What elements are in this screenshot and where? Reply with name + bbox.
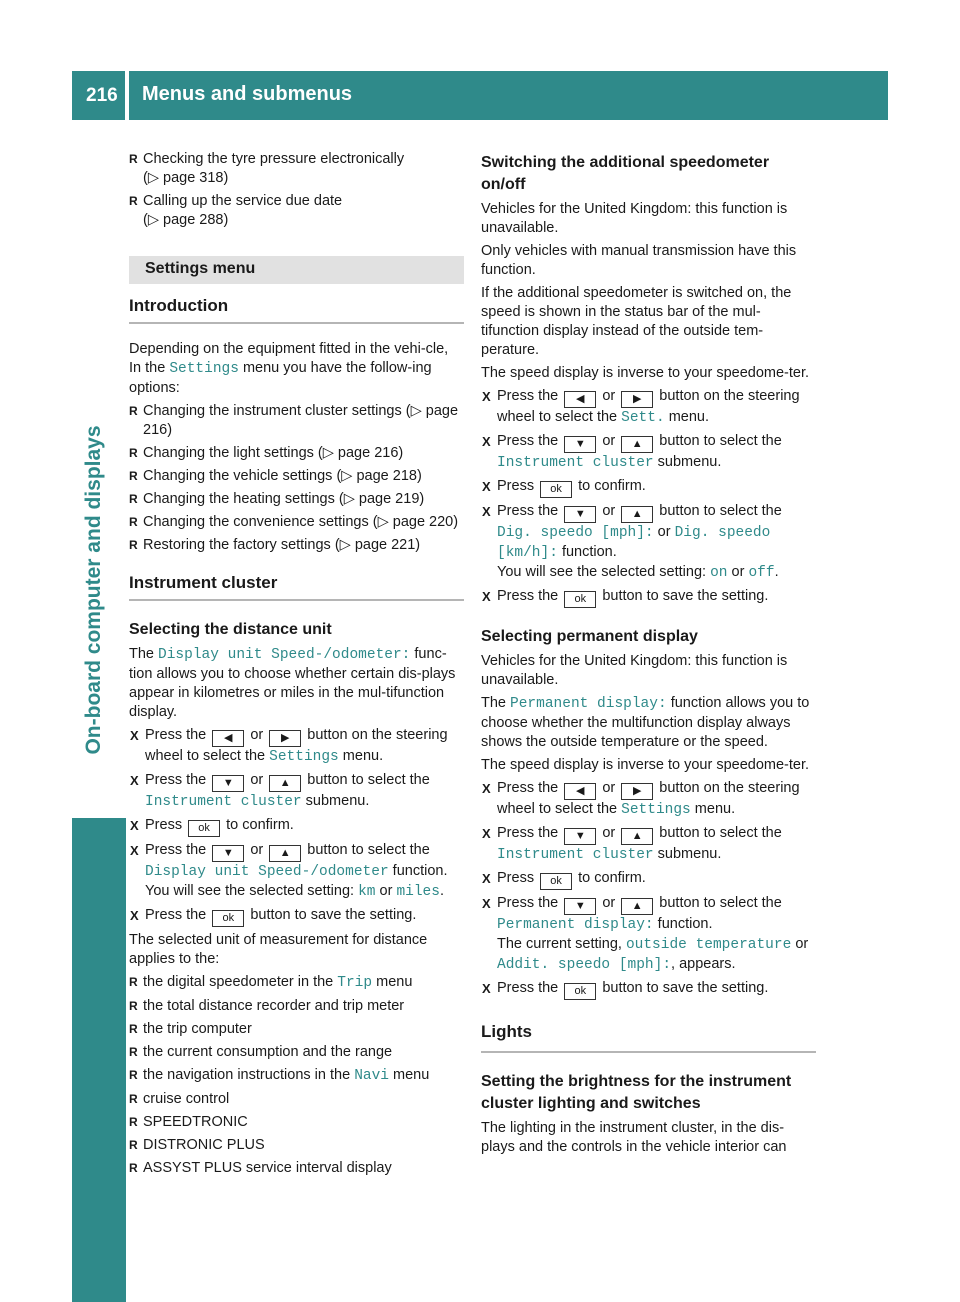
- instruction-step: [481, 824, 816, 865]
- text: button to save the setting.: [602, 980, 769, 996]
- text: The: [129, 646, 154, 662]
- instruction-step: [481, 432, 816, 473]
- instruction-step: [129, 771, 464, 812]
- function-term: Dig. speedo [mph]:: [497, 525, 654, 541]
- down-arrow-key-icon: ▼: [212, 845, 244, 862]
- page-title: Menus and submenus: [142, 83, 353, 105]
- down-arrow-key-icon: ▼: [564, 828, 596, 845]
- menu-term: Trip: [337, 975, 373, 991]
- down-arrow-key-icon: ▼: [564, 898, 596, 915]
- text: or: [602, 780, 616, 796]
- text: or: [602, 895, 616, 911]
- sidebar-tab: [72, 818, 126, 1302]
- text: Press: [497, 478, 535, 494]
- paragraph: The speed display is inverse to your speedome-ter.: [481, 757, 810, 773]
- text: or: [795, 936, 809, 952]
- text: Press the: [497, 588, 559, 604]
- right-column: [481, 150, 816, 1161]
- text: menu.: [694, 801, 736, 817]
- text: Press the: [145, 907, 207, 923]
- instruction-step: [481, 779, 816, 820]
- header-separator: [125, 71, 129, 120]
- text: button to select the: [307, 842, 430, 858]
- down-arrow-key-icon: ▼: [564, 506, 596, 523]
- list-item: R Changing the vehicle settings (▷ page 218): [129, 467, 464, 486]
- right-arrow-key-icon: ▶: [269, 730, 301, 747]
- left-arrow-key-icon: ◀: [564, 783, 596, 800]
- text: button to select the: [307, 772, 430, 788]
- text: to confirm.: [578, 870, 646, 886]
- page-ref: (▷ page 288): [143, 212, 229, 228]
- text: menu: [393, 1067, 430, 1083]
- menu-term: Settings: [621, 802, 691, 818]
- instruction-step: [481, 502, 816, 583]
- text: The current setting,: [497, 936, 622, 952]
- text: func-tion allows you to choose whether certain dis-plays appear in kilometres or miles in the mul-tifunction display.: [129, 646, 456, 720]
- menu-term: Instrument cluster: [145, 794, 302, 810]
- setting-value: on: [710, 565, 728, 581]
- bullet-text: Calling up the service due date: [143, 193, 343, 209]
- setting-value: miles: [396, 884, 440, 900]
- paragraph: [481, 694, 816, 752]
- instruction-step: [481, 477, 816, 498]
- text: button to select the: [659, 503, 782, 519]
- text: or: [657, 524, 671, 540]
- section-heading-text: Settings menu: [145, 260, 256, 277]
- up-arrow-key-icon: ▲: [621, 898, 653, 915]
- text: menu.: [668, 409, 709, 425]
- list-item: R Restoring the factory settings (▷ page 221): [129, 536, 464, 555]
- heading-lights: Lights: [481, 1022, 816, 1053]
- setting-value: off: [748, 565, 775, 581]
- left-column: [129, 150, 464, 1182]
- text: submenu.: [657, 454, 722, 470]
- list-item: [129, 1066, 464, 1086]
- heading-distance-unit: Selecting the distance unit: [129, 621, 332, 638]
- bullet-text: Checking the tyre pressure electronically: [143, 151, 405, 167]
- text: function.: [657, 916, 713, 932]
- text: The: [481, 695, 506, 711]
- list-item: R the total distance recorder and trip meter: [129, 997, 464, 1016]
- text: Press the: [145, 772, 207, 788]
- sidebar-label-text: On-board computer and displays: [82, 425, 105, 755]
- list-item: R Changing the light settings (▷ page 216): [129, 444, 464, 463]
- text: or: [602, 388, 616, 404]
- text: function.: [392, 863, 448, 879]
- heading-permanent-display: Selecting permanent display: [481, 628, 698, 645]
- paragraph: The lighting in the instrument cluster, in the dis-plays and the controls in the vehicle interior can: [481, 1120, 787, 1155]
- ok-key-icon: ok: [212, 910, 244, 927]
- text: button to save the setting.: [602, 588, 769, 604]
- instruction-step: [129, 906, 464, 927]
- text: or: [250, 842, 264, 858]
- text: or: [602, 433, 616, 449]
- page-number: 216: [86, 85, 118, 106]
- list-item: R Changing the heating settings (▷ page 219): [129, 490, 464, 509]
- menu-term: Instrument cluster: [497, 455, 654, 471]
- heading-introduction: Introduction: [129, 296, 464, 324]
- ok-key-icon: ok: [540, 481, 572, 498]
- text: or: [250, 772, 264, 788]
- text: Press: [497, 870, 535, 886]
- applies-paragraph: The selected unit of measurement for distance applies to the:: [129, 932, 428, 967]
- text: submenu.: [657, 846, 722, 862]
- text: the navigation instructions in the: [143, 1067, 351, 1083]
- text: button to select the: [659, 433, 782, 449]
- list-item: R ASSYST PLUS service interval display: [129, 1159, 464, 1178]
- text: button to save the setting.: [250, 907, 417, 923]
- list-item: R Changing the convenience settings (▷ page 220): [129, 513, 464, 532]
- sidebar-label: [82, 425, 112, 755]
- down-arrow-key-icon: ▼: [212, 775, 244, 792]
- setting-value: Addit. speedo [mph]:: [497, 957, 672, 973]
- text: button to select the: [659, 895, 782, 911]
- paragraph: Vehicles for the United Kingdom: this function is unavailable.: [481, 201, 788, 236]
- down-arrow-key-icon: ▼: [564, 436, 596, 453]
- menu-term: Navi: [354, 1068, 389, 1084]
- text: submenu.: [305, 793, 370, 809]
- ok-key-icon: ok: [540, 873, 572, 890]
- page-header: [72, 71, 888, 120]
- paragraph: The speed display is inverse to your speedome-ter.: [481, 365, 810, 381]
- instruction-step: [129, 816, 464, 837]
- up-arrow-key-icon: ▲: [269, 845, 301, 862]
- function-term: Dig. speedo [km/h]:: [497, 525, 771, 561]
- menu-term: Sett.: [621, 410, 665, 426]
- text: the digital speedometer in the: [143, 974, 334, 990]
- instruction-step: [481, 894, 816, 975]
- text: Press the: [497, 503, 559, 519]
- text: or: [379, 883, 393, 899]
- instruction-step: [129, 841, 464, 902]
- text: Press the: [145, 727, 207, 743]
- ok-key-icon: ok: [564, 591, 596, 608]
- up-arrow-key-icon: ▲: [621, 436, 653, 453]
- text: , appears.: [671, 956, 736, 972]
- list-item: R the trip computer: [129, 1020, 464, 1039]
- text: menu you have the follow-ing options:: [129, 360, 432, 396]
- list-item: [129, 973, 464, 993]
- text: button on the steering wheel to select the: [497, 388, 800, 425]
- up-arrow-key-icon: ▲: [621, 828, 653, 845]
- text: function allows you to choose whether the multifunction display always shows the outside temperature or the speed.: [481, 695, 810, 750]
- ok-key-icon: ok: [564, 983, 596, 1000]
- list-item: R the current consumption and the range: [129, 1043, 464, 1062]
- text: or: [602, 503, 616, 519]
- instruction-step: [129, 726, 464, 767]
- text: Press the: [497, 980, 559, 996]
- text: to confirm.: [226, 817, 294, 833]
- list-item: R cruise control: [129, 1090, 464, 1109]
- function-term: Permanent display:: [510, 696, 667, 712]
- paragraph: Vehicles for the United Kingdom: this function is unavailable.: [481, 653, 788, 688]
- instruction-step: [481, 869, 816, 890]
- text: Press the: [145, 842, 207, 858]
- instruction-step: [481, 587, 816, 608]
- paragraph: If the additional speedometer is switched on, the speed is shown in the status bar of the mul-tifunction display instead of the outside tem-perature.: [481, 285, 792, 358]
- ok-key-icon: ok: [188, 820, 220, 837]
- menu-term: Instrument cluster: [497, 847, 654, 863]
- up-arrow-key-icon: ▲: [269, 775, 301, 792]
- setting-value: km: [358, 884, 376, 900]
- menu-term: Settings: [269, 749, 339, 765]
- text: or: [731, 564, 745, 580]
- text: or: [602, 825, 616, 841]
- list-item: R DISTRONIC PLUS: [129, 1136, 464, 1155]
- left-arrow-key-icon: ◀: [212, 730, 244, 747]
- text: button to select the: [659, 825, 782, 841]
- text: Depending on the equipment fitted in the vehi-cle, In the: [129, 341, 449, 376]
- menu-term: Settings: [169, 361, 239, 377]
- section-heading-settings: [129, 256, 464, 284]
- text: Press the: [497, 433, 559, 449]
- text: to confirm.: [578, 478, 646, 494]
- intro-paragraph: [129, 340, 464, 398]
- function-term: Display unit Speed-/odometer: [145, 864, 389, 880]
- heading-instrument-cluster: Instrument cluster: [129, 573, 464, 601]
- list-item: [129, 192, 464, 230]
- text: function.: [561, 544, 617, 560]
- text: Press the: [497, 895, 559, 911]
- text: .: [439, 883, 444, 899]
- instruction-step: [481, 979, 816, 1000]
- distance-intro: [129, 645, 464, 722]
- heading-additional-speedometer: Switching the additional speedometer on/off: [481, 154, 770, 193]
- list-item: R SPEEDTRONIC: [129, 1113, 464, 1132]
- text: Press the: [497, 780, 559, 796]
- text: menu.: [342, 748, 384, 764]
- list-item: R Changing the instrument cluster settings (▷ page 216): [129, 402, 464, 440]
- function-term: Permanent display:: [497, 917, 654, 933]
- text: Press: [145, 817, 183, 833]
- right-arrow-key-icon: ▶: [621, 391, 653, 408]
- text: You will see the selected setting:: [497, 564, 707, 580]
- up-arrow-key-icon: ▲: [621, 506, 653, 523]
- text: menu: [376, 974, 413, 990]
- right-arrow-key-icon: ▶: [621, 783, 653, 800]
- text: .: [774, 564, 779, 580]
- text: or: [250, 727, 264, 743]
- page-ref: (▷ page 318): [143, 170, 229, 186]
- text: You will see the selected setting:: [145, 883, 355, 899]
- function-term: Display unit Speed-/odometer:: [158, 647, 411, 663]
- setting-value: outside temperature: [625, 937, 792, 953]
- text: Press the: [497, 825, 559, 841]
- paragraph: Only vehicles with manual transmission have this function.: [481, 243, 797, 278]
- text: Press the: [497, 388, 559, 404]
- left-arrow-key-icon: ◀: [564, 391, 596, 408]
- text: button on the steering wheel to select the: [145, 727, 448, 764]
- heading-brightness: Setting the brightness for the instrument cluster lighting and switches: [481, 1073, 792, 1112]
- instruction-step: [481, 387, 816, 428]
- list-item: [129, 150, 464, 188]
- text: button on the steering wheel to select the: [497, 780, 800, 817]
